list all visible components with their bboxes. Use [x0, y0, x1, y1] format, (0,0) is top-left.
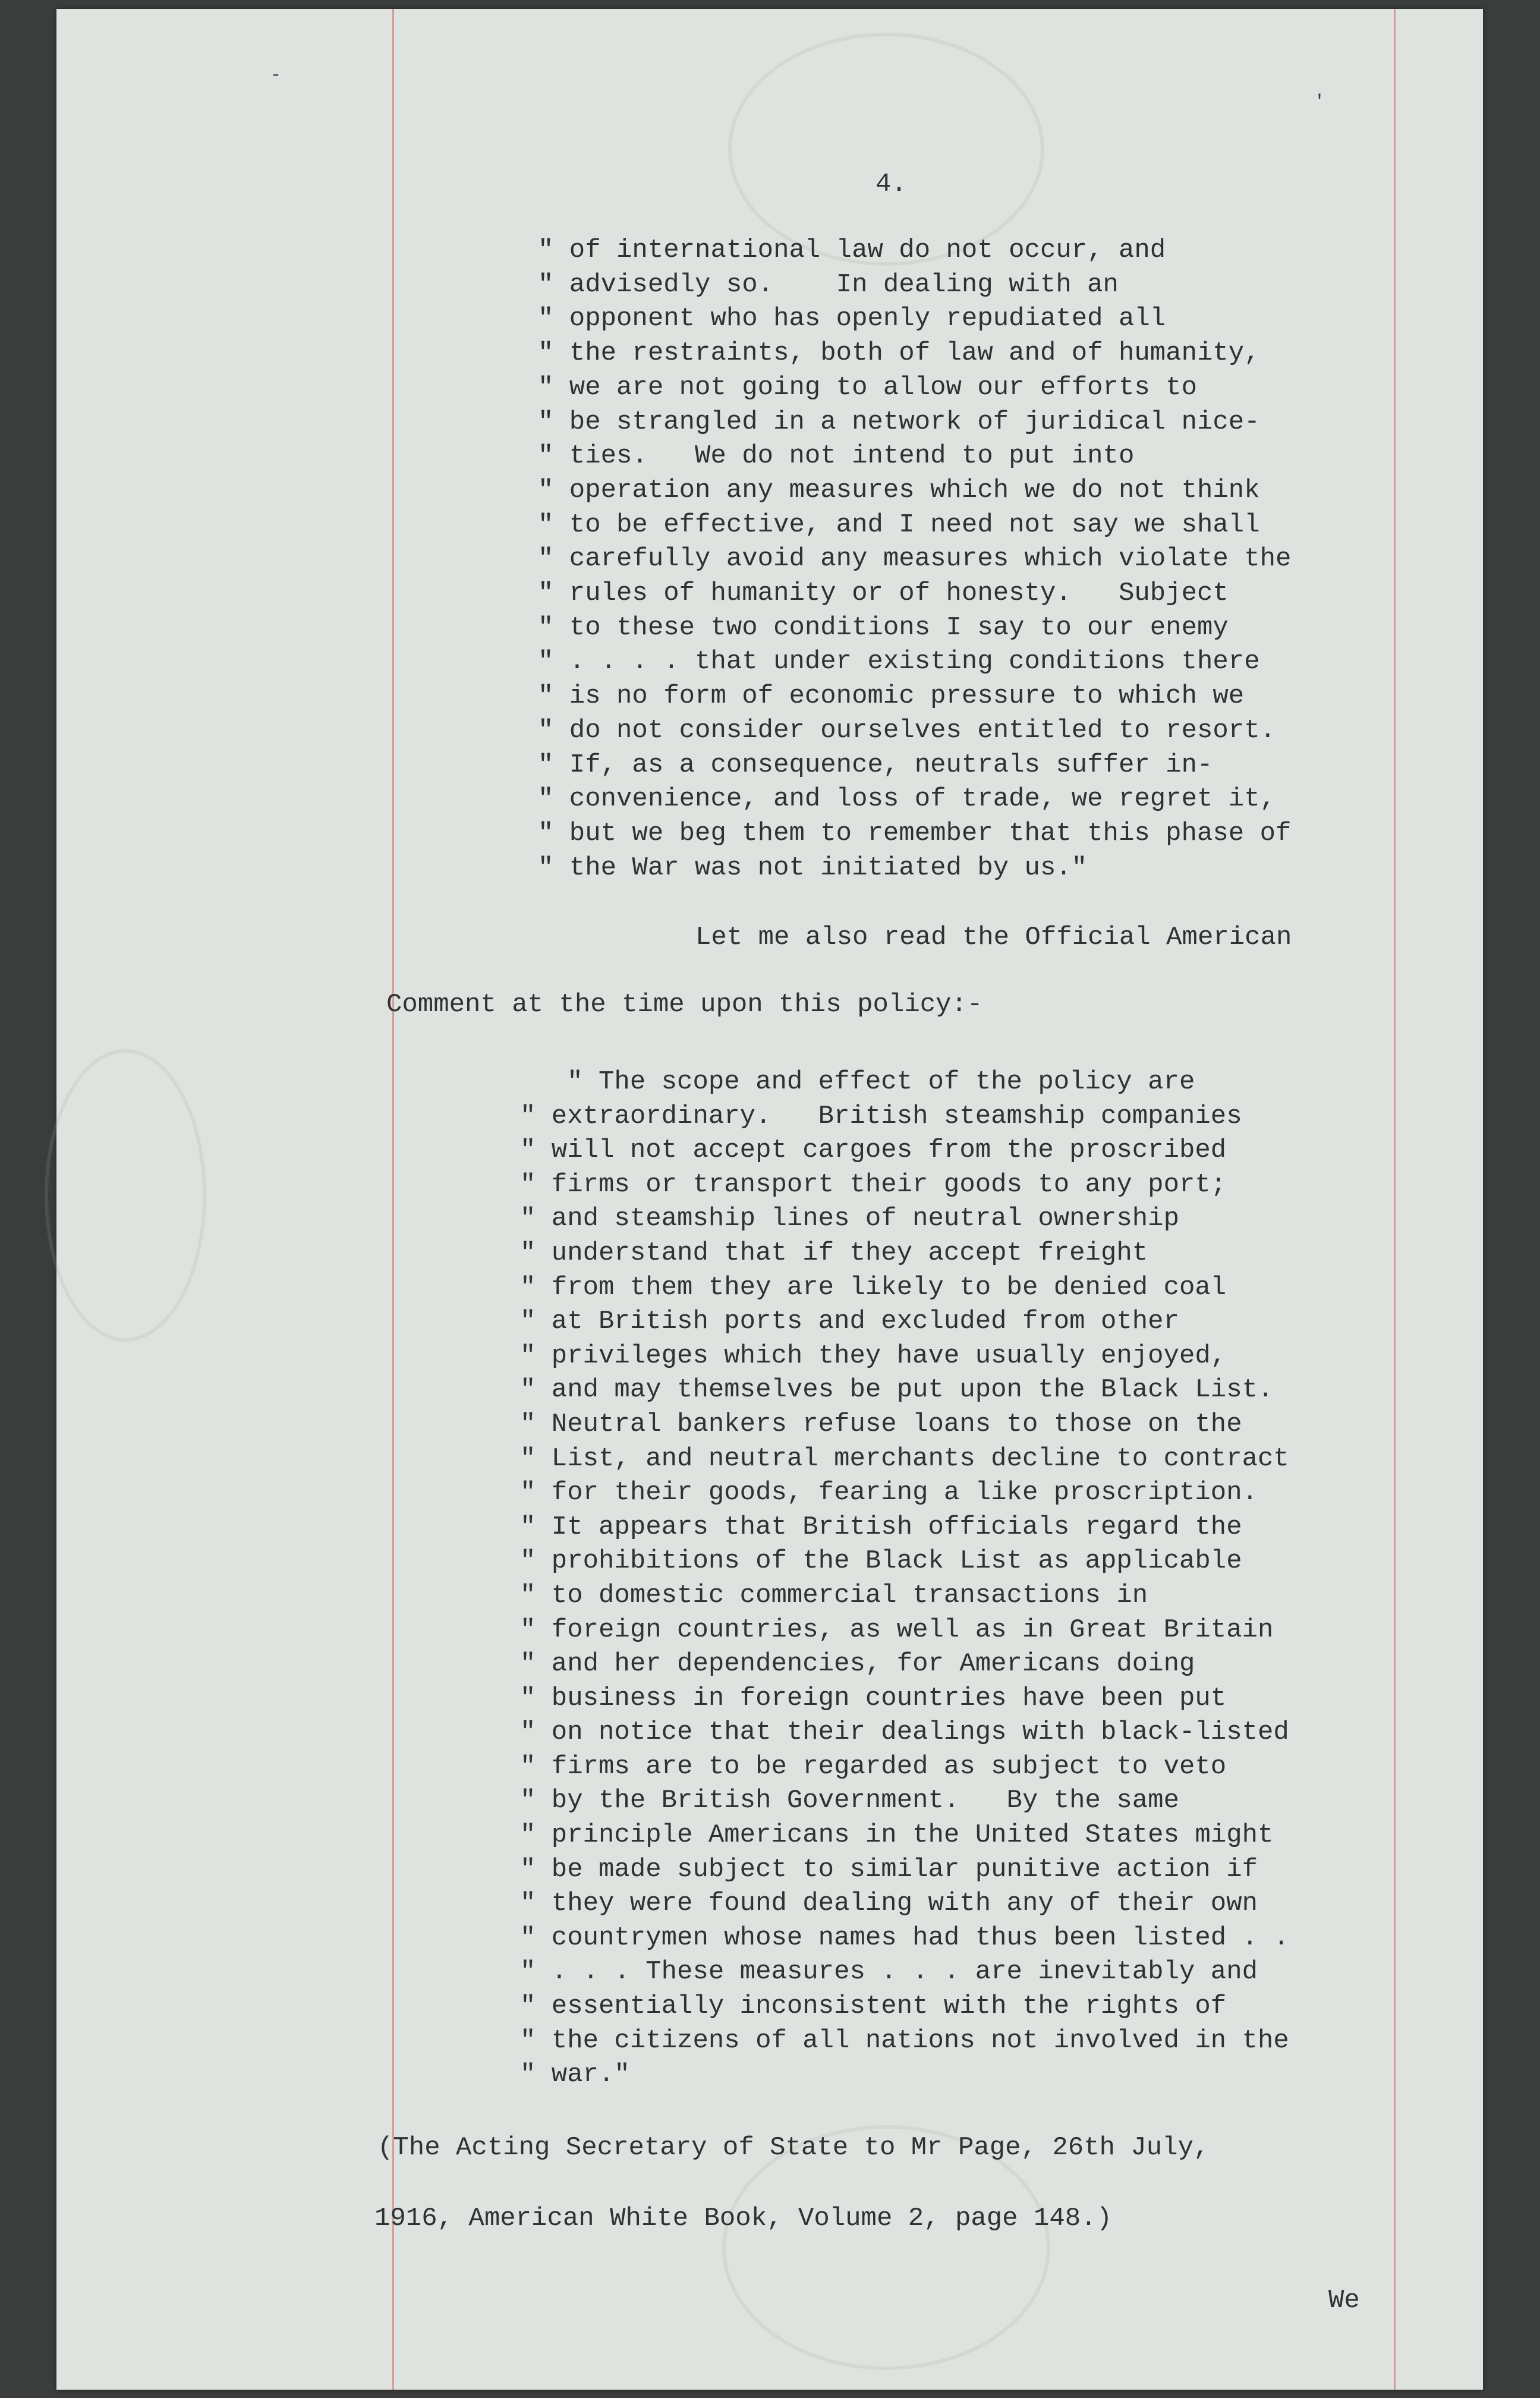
text-line: " the citizens of all nations not involved in the — [520, 2025, 1289, 2056]
text-line: " rules of humanity or of honesty. Subject — [538, 578, 1229, 609]
text-line: " be strangled in a network of juridical nice- — [538, 407, 1260, 437]
text-line: " List, and neutral merchants decline to contract — [520, 1443, 1289, 1474]
text-line: " If, as a consequence, neutrals suffer in- — [538, 750, 1213, 780]
text-line: " firms are to be regarded as subject to veto — [520, 1751, 1227, 1782]
text-line: " ties. We do not intend to put into — [538, 441, 1135, 471]
text-line: " The scope and effect of the policy are — [520, 1067, 1195, 1097]
text-line: " for their goods, fearing a like proscription. — [520, 1478, 1258, 1508]
text-line: " but we beg them to remember that this phase of — [538, 818, 1292, 848]
text-line: " at British ports and excluded from other — [520, 1307, 1179, 1337]
text-line: " be made subject to similar punitive action if — [520, 1854, 1258, 1884]
text-line: " war." — [520, 2060, 630, 2090]
text-line: " operation any measures which we do not think — [538, 475, 1260, 505]
text-line: " Neutral bankers refuse loans to those on the — [520, 1409, 1242, 1439]
text-line: " firms or transport their goods to any port; — [520, 1169, 1227, 1200]
text-line: " we are not going to allow our efforts to — [538, 372, 1197, 402]
text-line: " and her dependencies, for Americans doing — [520, 1649, 1195, 1679]
text-line: " on notice that their dealings with black-listed — [520, 1717, 1289, 1748]
text-line: " and steamship lines of neutral ownership — [520, 1204, 1179, 1234]
text-line: " to domestic commercial transactions in — [520, 1580, 1148, 1610]
document-page — [56, 9, 1483, 2390]
text-line: " principle Americans in the United States might — [520, 1820, 1274, 1851]
text-line: " advisedly so. In dealing with an — [538, 269, 1119, 300]
text-line: " . . . . that under existing conditions there — [538, 647, 1260, 677]
catchword: We — [1328, 2286, 1360, 2315]
right-margin-rule — [1394, 9, 1396, 2390]
text-line: " the War was not initiated by us." — [538, 852, 1088, 883]
page-number: 4. — [875, 169, 907, 199]
text-line: " carefully avoid any measures which violate the — [538, 544, 1292, 574]
text-line: " to be effective, and I need not say we shall — [538, 509, 1260, 540]
citation-line-2: 1916, American White Book, Volume 2, page 148.) — [374, 2204, 1113, 2233]
text-line: " is no form of economic pressure to which we — [538, 681, 1245, 712]
american-comment-quote — [520, 1065, 1289, 2092]
faded-stamp — [728, 33, 1044, 266]
text-line: " . . . These measures . . . are inevitably and — [520, 1957, 1258, 1987]
text-line: " privileges which they have usually enjoyed, — [520, 1340, 1227, 1371]
text-line: " they were found dealing with any of their own — [520, 1889, 1258, 1919]
text-line: " do not consider ourselves entitled to resort. — [538, 715, 1276, 745]
text-line: " from them they are likely to be denied coal — [520, 1272, 1227, 1302]
text-line: " business in foreign countries have been put — [520, 1683, 1227, 1713]
text-line: " to these two conditions I say to our enemy — [538, 612, 1229, 643]
text-line: " It appears that British officials regard the — [520, 1512, 1242, 1542]
text-line: " prohibitions of the Black List as applicable — [520, 1546, 1242, 1576]
paragraph-line-2: Comment at the time upon this policy:- — [386, 990, 983, 1019]
paragraph-line-1: Let me also read the Official American — [695, 923, 1292, 952]
text-line: " by the British Government. By the same — [520, 1786, 1179, 1816]
citation-line-1: (The Acting Secretary of State to Mr Page, 26th July, — [377, 2133, 1210, 2163]
text-line: " understand that if they accept freight — [520, 1238, 1148, 1268]
text-line: " will not accept cargoes from the proscribed — [520, 1135, 1227, 1166]
text-line: " foreign countries, as well as in Great Britain — [520, 1615, 1274, 1645]
text-line: " convenience, and loss of trade, we regret it, — [538, 784, 1276, 814]
quoted-statement — [538, 234, 1291, 885]
text-line: " extraordinary. British steamship companies — [520, 1101, 1242, 1131]
text-line: " opponent who has openly repudiated all — [538, 304, 1166, 334]
corner-mark-right: ' — [1314, 92, 1325, 112]
faded-stamp — [45, 1049, 206, 1342]
corner-mark-left: - — [270, 65, 282, 86]
left-margin-rule — [392, 9, 394, 2390]
text-line: " of international law do not occur, and — [538, 235, 1166, 265]
text-line: " the restraints, both of law and of humanity, — [538, 338, 1260, 369]
text-line: " and may themselves be put upon the Black List. — [520, 1375, 1274, 1405]
text-line: " countrymen whose names had thus been listed . . — [520, 1922, 1289, 1953]
text-line: " essentially inconsistent with the rights of — [520, 1991, 1227, 2022]
